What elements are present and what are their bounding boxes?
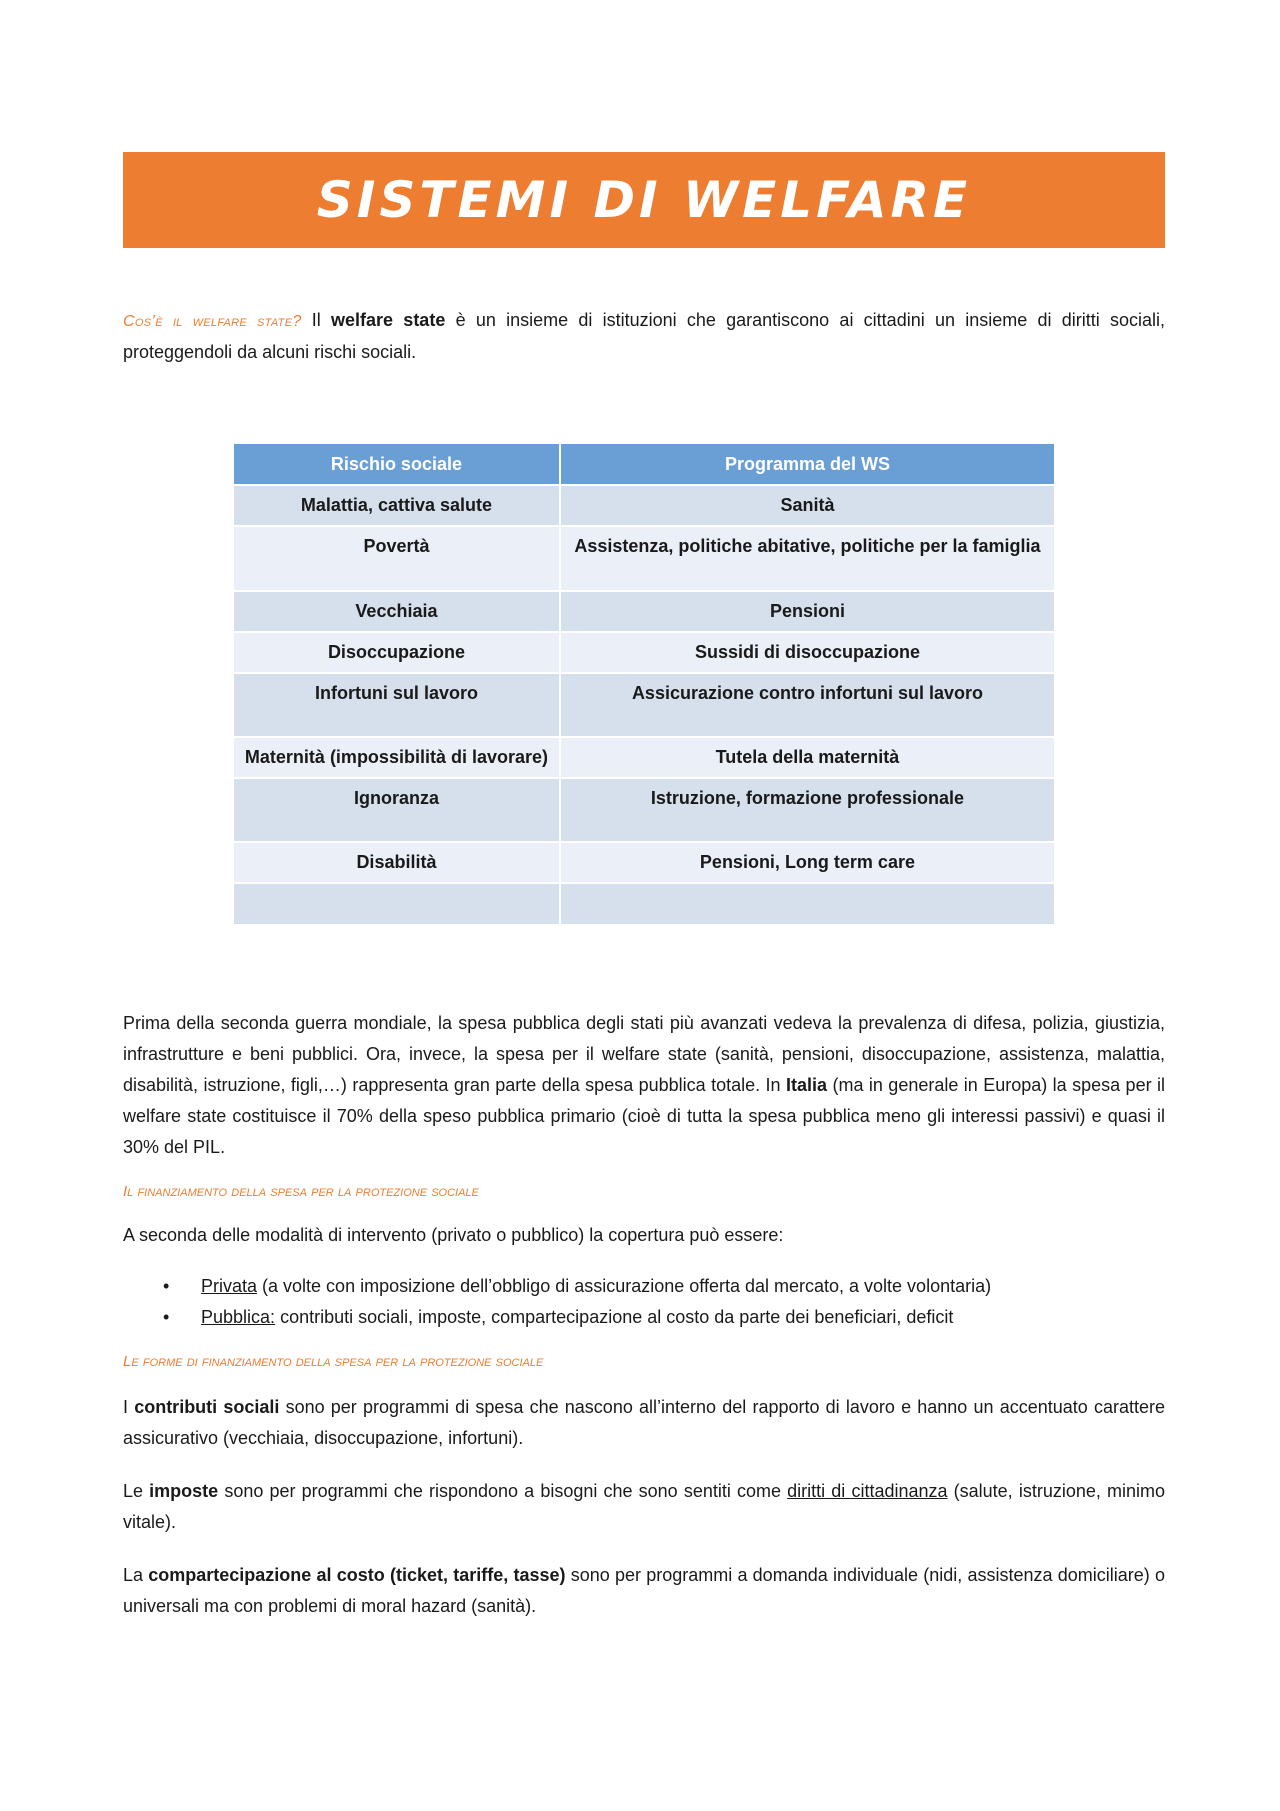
table-row-empty (234, 883, 1054, 924)
imposte-underlined: diritti di cittadinanza (787, 1481, 948, 1501)
table-row (234, 737, 1054, 778)
title-banner (123, 152, 1165, 248)
table-row (234, 526, 1054, 591)
heading-forms: Le forme di finanziamento della spesa per la protezione sociale (123, 1353, 544, 1370)
table-row (234, 673, 1054, 737)
imposte-text-1: Le (123, 1481, 150, 1501)
imposte-text-3: (salute, istruzione, minimo vitale). (123, 1481, 1166, 1532)
table-cell-risk (234, 883, 560, 924)
imposte-bold: imposte (149, 1481, 219, 1501)
bullet-text: (a volte con imposizione dell’obbligo di assicurazione offerta dal mercato, a volte volontaria) (257, 1276, 992, 1296)
bullet-icon: • (163, 1276, 170, 1296)
compartecipazione-text-1: La (123, 1565, 149, 1585)
contributi-text-1: I (123, 1397, 135, 1417)
table-cell-program: Sanità (560, 485, 1054, 526)
history-bold: Italia (786, 1075, 828, 1095)
bullet-icon: • (163, 1307, 170, 1327)
history-text-2: (ma in generale in Europa) la spesa per il welfare state costituisce il 70% della speso pubblica primario (cioè di tutta la spesa pubblica meno gli interessi passivi) e quasi il 30% del PIL. (123, 1075, 1165, 1157)
intro-bold: welfare state (331, 310, 446, 330)
compartecipazione-paragraph (123, 1560, 1165, 1622)
contributi-bold: contributi sociali (134, 1397, 280, 1417)
table-cell-program (560, 883, 1054, 924)
bullet-underlined: Pubblica: (201, 1307, 276, 1327)
bullet-underlined: Privata (201, 1276, 258, 1296)
table-cell-risk: Disabilità (234, 842, 560, 883)
contributi-paragraph (123, 1392, 1165, 1454)
intro-text-2: è un insieme di istituzioni che garantiscono ai cittadini un insieme di diritti sociali, proteggendoli da alcuni rischi sociali. (123, 310, 1165, 362)
table-row (234, 632, 1054, 673)
history-text-1: Prima della seconda guerra mondiale, la spesa pubblica degli stati più avanzati vedeva la prevalenza di difesa, polizia, giustizia, infrastrutture e beni pubblici. Ora, invece, la spesa per il welfare state (sanità, pensioni, disoccupazione, assistenza, malattia, disabilità, istruzione, figli,…) rappresenta gran parte della spesa pubblica totale. In (123, 1013, 1165, 1095)
table-cell-risk: Maternità (impossibilità di lavorare) (234, 737, 560, 778)
table-row (234, 842, 1054, 883)
risk-program-table (234, 444, 1054, 924)
coverage-list (123, 1271, 1165, 1333)
heading-financing: Il finanziamento della spesa per la protezione sociale (123, 1183, 479, 1200)
compartecipazione-bold: compartecipazione al costo (ticket, tariffe, tasse) (148, 1565, 566, 1585)
table-cell-program: Istruzione, formazione professionale (560, 778, 1054, 842)
list-item (123, 1302, 1165, 1333)
bullet-text: contributi sociali, imposte, compartecipazione al costo da parte dei beneficiari, deficit (275, 1307, 954, 1327)
table-cell-risk: Malattia, cattiva salute (234, 485, 560, 526)
table-cell-program: Pensioni (560, 591, 1054, 632)
table-header-program: Programma del WS (560, 444, 1054, 485)
imposte-paragraph (123, 1476, 1165, 1538)
table-cell-program: Assistenza, politiche abitative, politiche per la famiglia (560, 526, 1054, 591)
page-title: SISTEMI DI WELFARE (316, 171, 972, 229)
table-cell-risk: Disoccupazione (234, 632, 560, 673)
financing-intro: A seconda delle modalità di intervento (privato o pubblico) la copertura può essere: (123, 1225, 784, 1245)
table-cell-risk: Vecchiaia (234, 591, 560, 632)
table-cell-program: Pensioni, Long term care (560, 842, 1054, 883)
contributi-text-2: sono per programmi di spesa che nascono all’interno del rapporto di lavoro e hanno un accentuato carattere assicurativo (vecchiaia, disoccupazione, infortuni). (123, 1397, 1165, 1448)
imposte-text-2: sono per programmi che rispondono a bisogni che sono sentiti come (218, 1481, 788, 1501)
table-row (234, 485, 1054, 526)
table-row (234, 591, 1054, 632)
document-page (123, 152, 1165, 1622)
table-cell-program: Assicurazione contro infortuni sul lavoro (560, 673, 1054, 737)
table-cell-program: Tutela della maternità (560, 737, 1054, 778)
list-item (123, 1271, 1165, 1302)
intro-paragraph (123, 305, 1165, 368)
table-cell-program: Sussidi di disoccupazione (560, 632, 1054, 673)
table-header-risk: Rischio sociale (234, 444, 560, 485)
table-cell-risk: Povertà (234, 526, 560, 591)
intro-label: Cos’è il welfare state? (123, 313, 302, 330)
intro-text-1: Il (301, 310, 332, 330)
compartecipazione-text-2: sono per programmi a domanda individuale (nidi, assistenza domiciliare) o universali ma con problemi di moral hazard (sanità). (123, 1565, 1165, 1616)
history-paragraph (123, 1008, 1165, 1163)
table-cell-risk: Ignoranza (234, 778, 560, 842)
table-row (234, 778, 1054, 842)
table-cell-risk: Infortuni sul lavoro (234, 673, 560, 737)
table-header-row (234, 444, 1054, 485)
